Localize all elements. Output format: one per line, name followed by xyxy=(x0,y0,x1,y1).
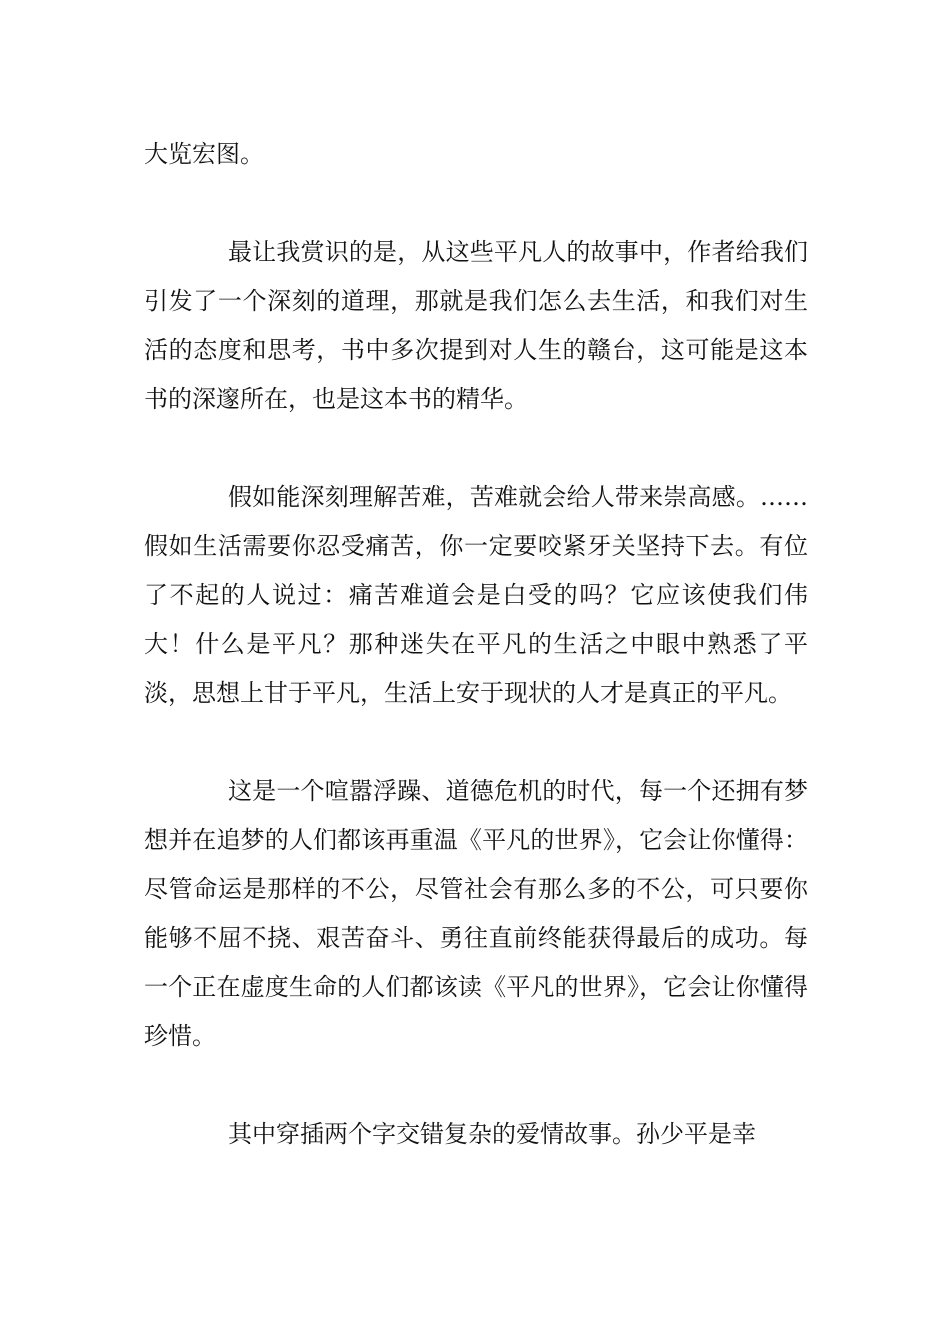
paragraph-gap xyxy=(144,718,808,767)
paragraph-gap xyxy=(144,424,808,473)
paragraph-3: 假如能深刻理解苦难，苦难就会给人带来崇高感。……假如生活需要你忍受痛苦，你一定要咬紧牙关坚持下去。有位了不起的人说过：痛苦难道会是白受的吗？它应该使我们伟大！什么是平凡？那种迷失在平凡的生活之中眼中熟悉了平淡，思想上甘于平凡，生活上安于现状的人才是真正的平凡。 xyxy=(144,483,808,707)
paragraph-4: 这是一个喧嚣浮躁、道德危机的时代，每一个还拥有梦想并在追梦的人们都该再重温《平凡的世界》，它会让你懂得：尽管命运是那样的不公，尽管社会有那么多的不公，可只要你能够不屈不挠、艰苦奋斗、勇往直前终能获得最后的成功。每一个正在虚度生命的人们都该读《平凡的世界》，它会让你懂得珍惜。 xyxy=(144,777,808,1050)
paragraph-gap xyxy=(144,179,808,228)
paragraph-1: 大览宏图。 xyxy=(144,140,264,168)
paragraph-5: 其中穿插两个字交错复杂的爱情故事。孙少平是幸 xyxy=(228,1120,756,1148)
document-body xyxy=(144,130,808,1159)
paragraph-gap xyxy=(144,1061,808,1110)
paragraph-2: 最让我赏识的是，从这些平凡人的故事中，作者给我们引发了一个深刻的道理，那就是我们怎么去生活，和我们对生活的态度和思考，书中多次提到对人生的赣台，这可能是这本书的深邃所在，也是这本书的精华。 xyxy=(144,238,808,413)
